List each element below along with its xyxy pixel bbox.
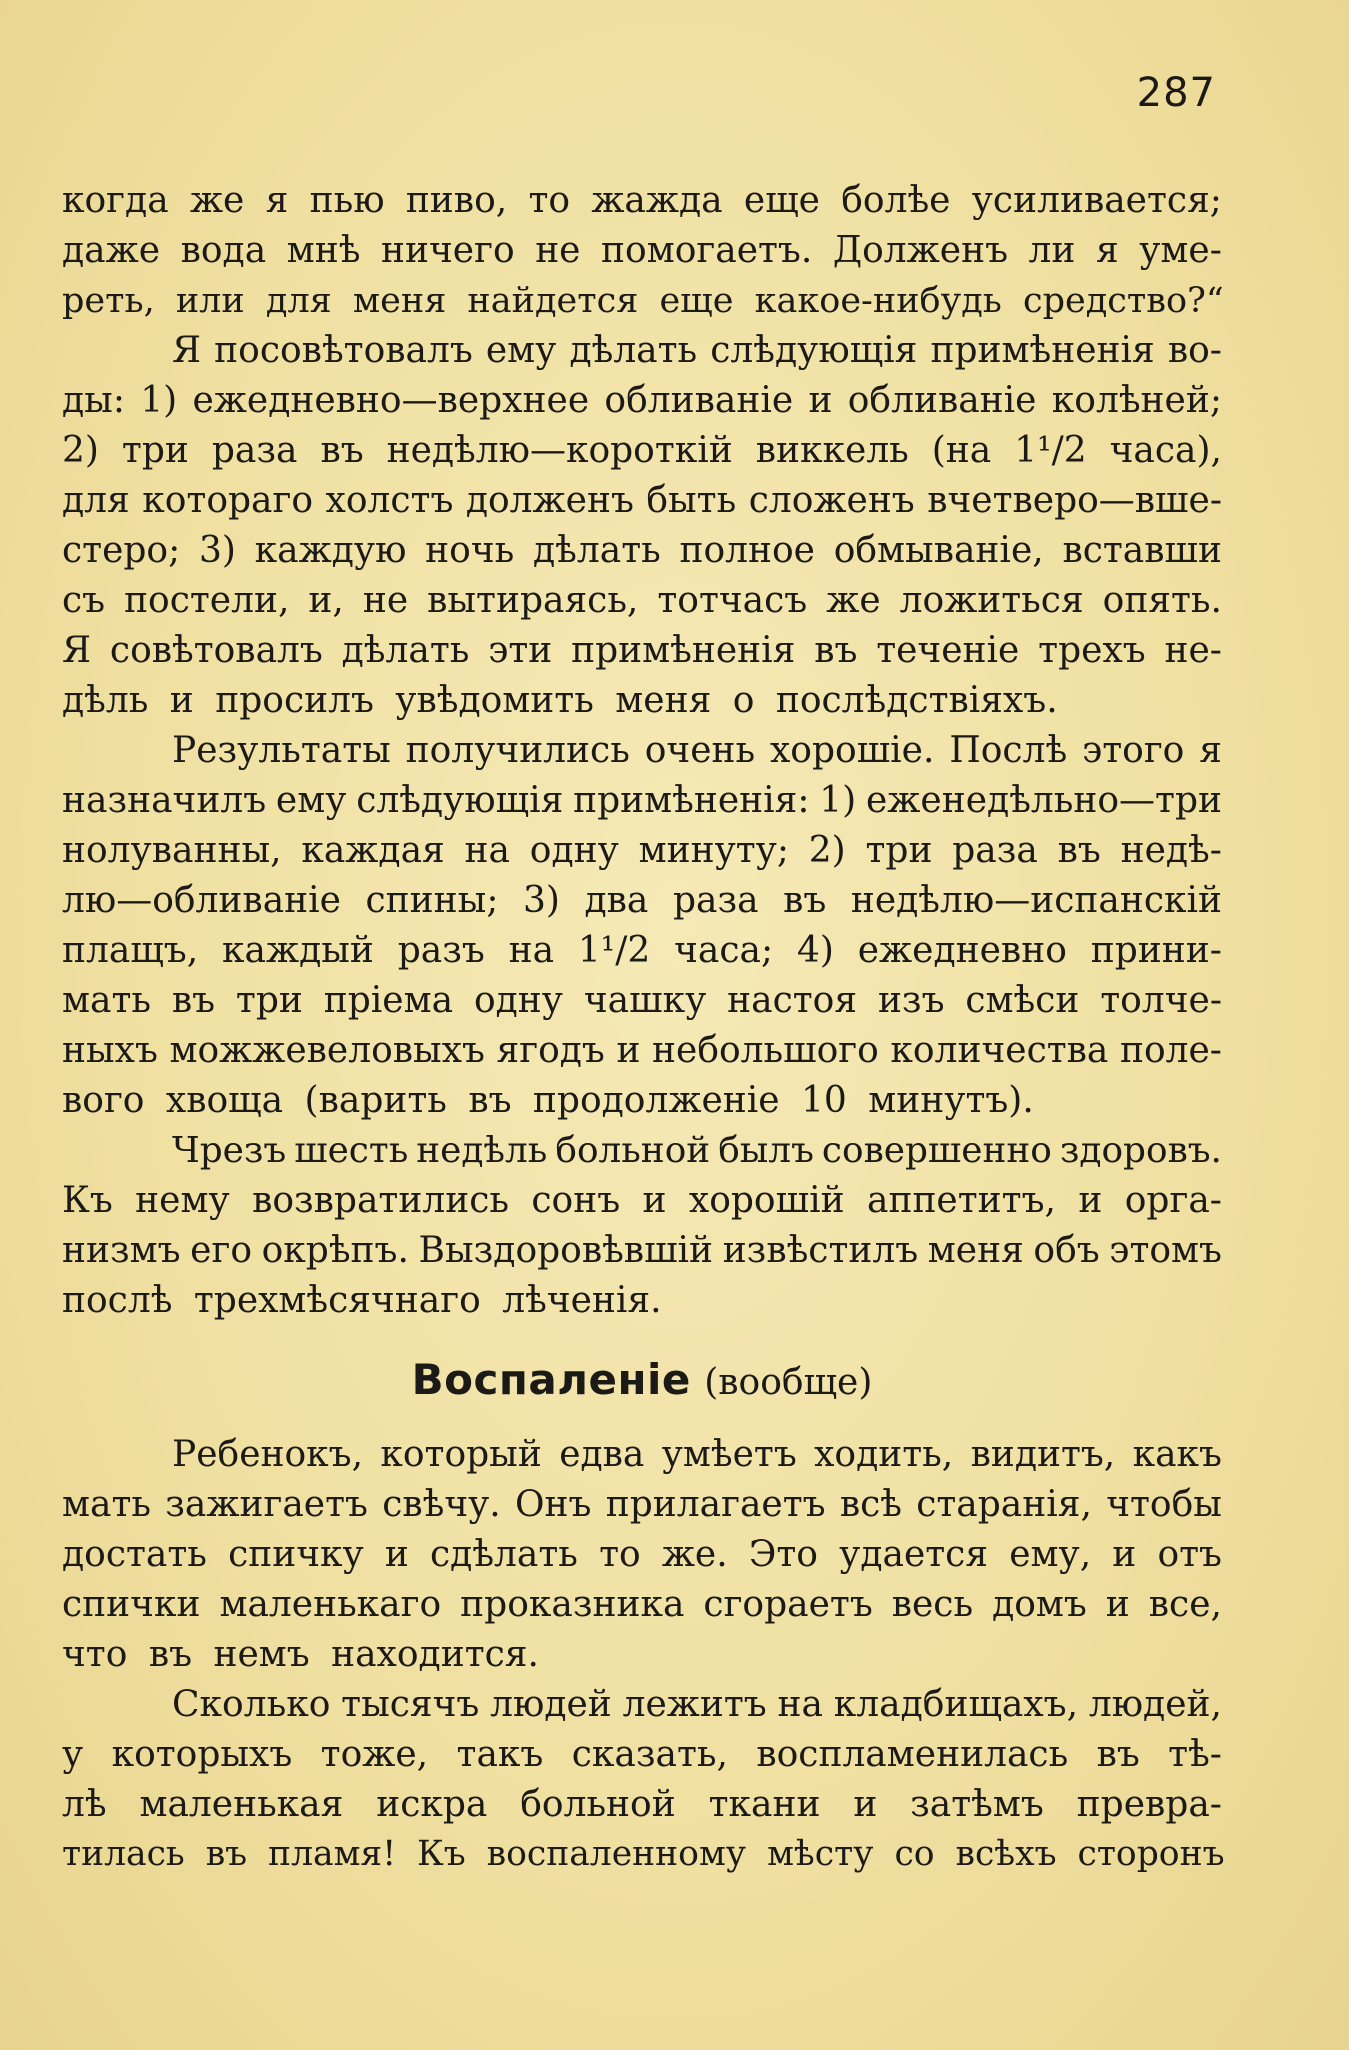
text-line: ныхъ можжевеловыхъ ягодъ и небольшого количества поле- — [62, 1030, 1222, 1071]
text-line: Къ нему возвратились сонъ и хорошій аппетитъ, и орга- — [62, 1180, 1222, 1221]
text-line: плащъ, каждый разъ на 1¹/2 часа; 4) ежедневно прини- — [62, 930, 1222, 971]
text-line: мать въ три пріема одну чашку настоя изъ смѣси толче- — [62, 980, 1222, 1021]
text-line: послѣ трехмѣсячнаго лѣченія. — [62, 1280, 662, 1321]
section-heading-title: Воспаленіе — [411, 1355, 691, 1404]
text-line: дѣль и просилъ увѣдомить меня о послѣдствіяхъ. — [62, 680, 1058, 721]
text-line: для котораго холстъ долженъ быть сложенъ вчетверо—вше- — [62, 480, 1222, 521]
body-text — [62, 180, 1225, 1884]
section-heading — [62, 1342, 1222, 1418]
text-line: Я совѣтовалъ дѣлать эти примѣненія въ теченіе трехъ не- — [62, 630, 1222, 671]
paragraph — [62, 330, 1222, 730]
text-line: спички маленькаго проказника сгораетъ весь домъ и все, — [62, 1584, 1222, 1625]
paragraphs-after-heading — [62, 1434, 1225, 1884]
text-line: вого хвоща (варить въ продолженіе 10 минутъ). — [62, 1080, 1034, 1121]
paragraphs-before-heading — [62, 180, 1222, 1330]
book-page — [62, 60, 1225, 2020]
text-line: даже вода мнѣ ничего не помогаетъ. Долженъ ли я уме- — [62, 230, 1222, 271]
text-line: что въ немъ находится. — [62, 1634, 539, 1675]
text-line: низмъ его окрѣпъ. Выздоровѣвшій извѣстилъ меня объ этомъ — [62, 1230, 1222, 1271]
text-line: Я посовѣтовалъ ему дѣлать слѣдующія примѣненія во- — [172, 330, 1222, 371]
text-line: когда же я пью пиво, то жажда еще болѣе усиливается; — [62, 180, 1222, 221]
text-line: мать зажигаетъ свѣчу. Онъ прилагаетъ всѣ старанія, чтобы — [62, 1484, 1222, 1525]
text-line: тилась въ пламя! Къ воспаленному мѣсту со всѣхъ сторонъ — [62, 1834, 1225, 1874]
text-line: назначилъ ему слѣдующія примѣненія: 1) еженедѣльно—три — [62, 780, 1222, 821]
text-line: реть, или для меня найдется еще какое-нибудь средство?“ — [62, 280, 1224, 321]
text-line: лю—обливаніе спины; 3) два раза въ недѣлю—испанскій — [62, 880, 1222, 921]
text-line: у которыхъ тоже, такъ сказать, воспламенилась въ тѣ- — [62, 1734, 1222, 1775]
text-line: нолуванны, каждая на одну минуту; 2) три раза въ недѣ- — [62, 830, 1222, 871]
paragraph — [62, 180, 1222, 330]
paragraph — [62, 1684, 1225, 1884]
text-line: Сколько тысячъ людей лежитъ на кладбищахъ, людей, — [172, 1684, 1222, 1725]
paragraph — [62, 1434, 1222, 1684]
paragraph — [62, 730, 1222, 1130]
text-line: ды: 1) ежедневно—верхнее обливаніе и обливаніе колѣней; — [62, 380, 1222, 421]
paragraph — [62, 1130, 1222, 1330]
text-line: Чрезъ шесть недѣль больной былъ совершенно здоровъ. — [172, 1130, 1222, 1171]
text-line: лѣ маленькая искра больной ткани и затѣмъ превра- — [62, 1784, 1222, 1825]
page-number: 287 — [1136, 70, 1216, 116]
text-line: достать спичку и сдѣлать то же. Это удается ему, и отъ — [62, 1534, 1222, 1575]
text-line: Результаты получились очень хорошіе. Послѣ этого я — [172, 730, 1222, 771]
text-line: стеро; 3) каждую ночь дѣлать полное обмываніе, вставши — [62, 530, 1222, 571]
text-line: съ постели, и, не вытираясь, тотчасъ же ложиться опять. — [62, 580, 1222, 621]
text-line: Ребенокъ, который едва умѣетъ ходить, видитъ, какъ — [172, 1434, 1222, 1475]
section-heading-subtitle: (вообще) — [704, 1362, 873, 1403]
text-line: 2) три раза въ недѣлю—короткій виккель (на 1¹/2 часа), — [62, 430, 1222, 471]
